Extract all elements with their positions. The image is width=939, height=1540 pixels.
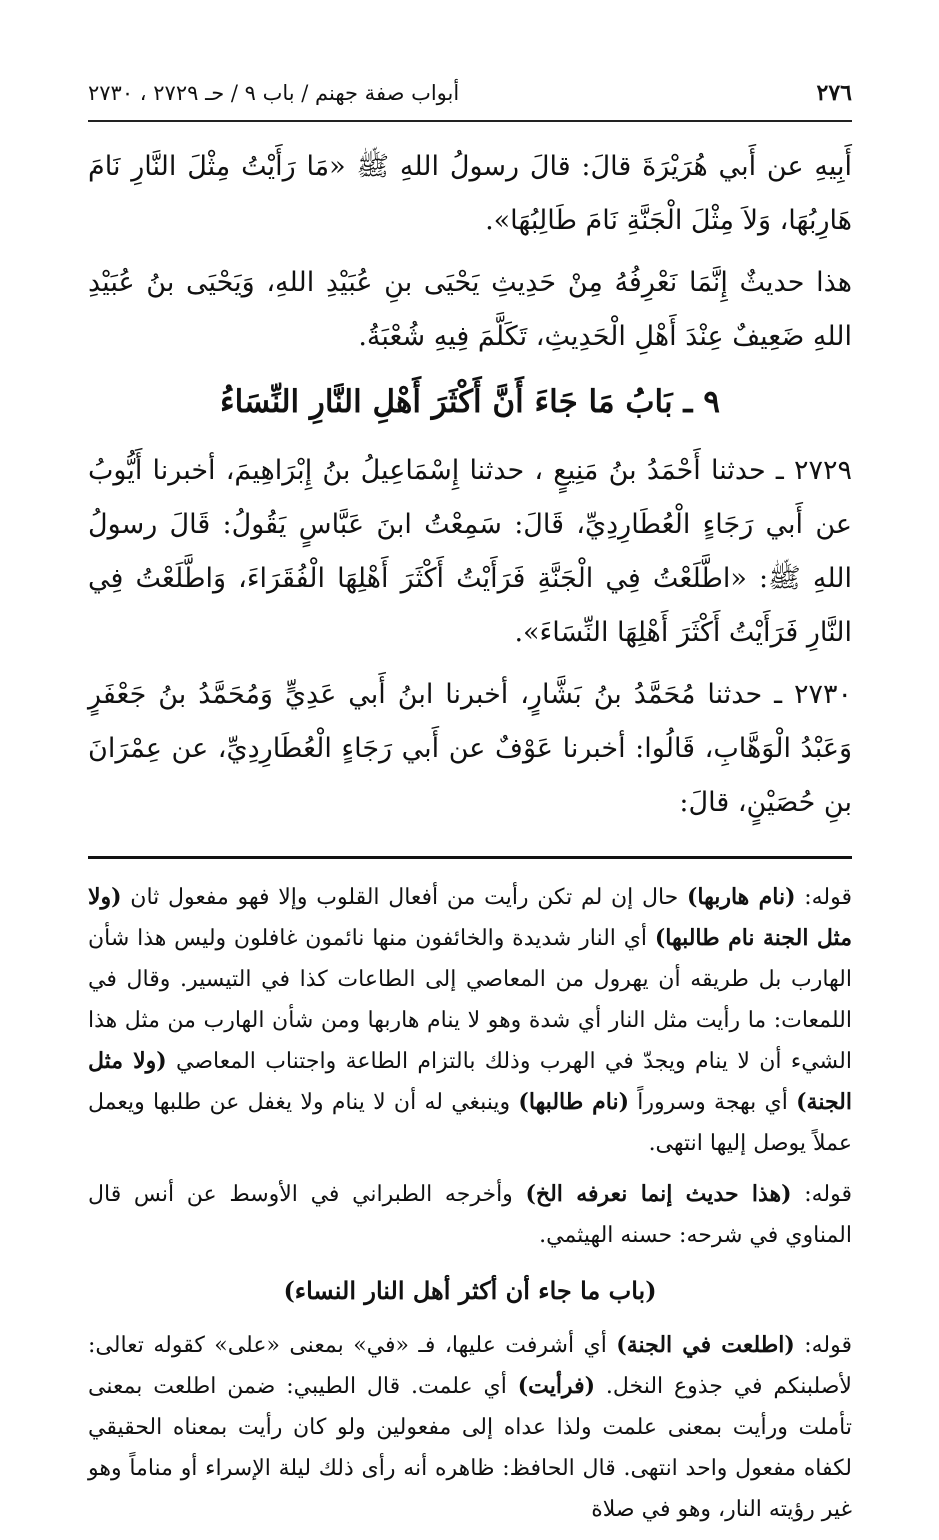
footnote-divider xyxy=(88,856,852,859)
hadith-continuation: أَبِيهِ عن أَبي هُرَيْرَةَ قالَ: قالَ رسولُ اللهِ ﷺ «مَا رَأَيْتُ مِثْلَ النَّارِ نَامَ هَارِبُهَا، وَلاَ مِثْلَ الْجَنَّةِ نَامَ طَالِبُهَا». xyxy=(88,151,852,236)
quoted-phrase: (هذا حديث إنما نعرفه الخ) xyxy=(525,1181,792,1207)
chapter-heading: ٩ ـ بَابُ مَا جَاءَ أَنَّ أَكْثَرَ أَهْلِ النَّارِ النِّسَاءُ xyxy=(220,384,720,420)
hadith-2729: ٢٧٢٩ ـ حدثنا أَحْمَدُ بنُ مَنِيعٍ ، حدثنا إِسْمَاعِيلُ بنُ إِبْرَاهِيمَ، أخبرنا أَيُّوبُ عن أَبي رَجَاءٍ الْعُطَارِدِيِّ، قَالَ: سَمِعْتُ ابنَ عَبَّاسٍ يَقُولُ: قَالَ رسولُ اللهِ ﷺ: «اطَّلَعْتُ فِي الْجَنَّةِ فَرَأَيْتُ أَكْثَرَ أَهْلِهَا الْفُقَرَاءَ، وَاطَّلَعْتُ فِي النَّارِ فَرَأَيْتُ أَكْثَرَ أَهْلِهَا النِّسَاءَ». xyxy=(88,455,852,648)
running-title: أبواب صفة جهنم / باب ٩ / حـ ٢٧٢٩ ، ٢٧٣٠ xyxy=(88,81,460,105)
main-text xyxy=(88,140,852,830)
quoted-phrase: (فرأيت) xyxy=(517,1373,595,1399)
quoted-phrase: (ولا مثل الجنة) xyxy=(88,1048,852,1115)
commentary-paragraph-1 xyxy=(88,877,852,1164)
document-page xyxy=(88,80,852,1540)
commentary-text: وينبغي له أن لا ينام ولا يغفل عن طلبها ويعمل عملاً يوصل إليها انتهى. xyxy=(88,1090,852,1156)
commentary-paragraph-3 xyxy=(88,1325,852,1530)
commentary-text: أي علمت. قال الطيبي: ضمن اطلعت بمعنى تأملت ورأيت بمعنى علمت ولذا عداه إلى مفعولين ولو كان رأيت بمعناه الحقيقي لكفاه مفعول واحد انتهى. قال الحافظ: ظاهره أنه رأى ذلك ليلة الإسراء أو مناماً وهو غير رؤيته النار، وهو في صلاة xyxy=(88,1374,852,1522)
hadith-2730: ٢٧٣٠ ـ حدثنا مُحَمَّدُ بنُ بَشَّارٍ، أخبرنا ابنُ أَبي عَدِيٍّ وَمُحَمَّدُ بنُ جَعْفَرٍ وَعَبْدُ الْوَهَّابِ، قَالُوا: أخبرنا عَوْفٌ عن أَبي رَجَاءٍ الْعُطَارِدِيِّ، عن عِمْرَانَ بنِ حُصَيْنٍ، قالَ: xyxy=(88,679,852,818)
running-header xyxy=(88,80,852,122)
quoted-phrase: (نام هاربها) xyxy=(686,884,796,910)
commentary-text: أي أشرفت عليها، فـ «في» بمعنى «على» كقوله تعالى: لأصلبنكم في جذوع النخل. xyxy=(88,1333,852,1399)
commentary-paragraph-2 xyxy=(88,1174,852,1256)
commentary-chapter-heading: (باب ما جاء أن أكثر أهل النار النساء) xyxy=(283,1276,657,1305)
commentary-text: أي النار شديدة والخائفون منها نائمون غافلون وليس هذا شأن الهارب بل طريقه أن يهرول من المعاصي إلى الطاعات كذا في التيسير. وقال في اللمعات: ما رأيت مثل النار أي شدة وهو لا ينام هاربها ومن شأن الهارب من مثل هذا الشيء أن لا ينام ويجدّ في الهرب وذلك بالتزام الطاعة واجتناب المعاصي xyxy=(88,926,852,1074)
commentary-text: وأخرجه الطبراني في الأوسط عن أنس قال المناوي في شرحه: حسنه الهيثمي. xyxy=(88,1182,852,1248)
quoted-phrase: (اطلعت في الجنة) xyxy=(616,1332,795,1358)
commentary-text: أي بهجة وسروراً xyxy=(629,1090,797,1115)
quoted-phrase: (ولا مثل الجنة نام طالبها) xyxy=(88,884,852,951)
quoted-phrase: (نام طالبها) xyxy=(518,1089,629,1115)
tirmidhi-remark: هذا حديثٌ إِنَّمَا نَعْرِفُهُ مِنْ حَدِيثِ يَحْيَى بنِ عُبَيْدِ اللهِ، وَيَحْيَى بنُ عُبَيْدِ اللهِ ضَعِيفٌ عِنْدَ أَهْلِ الْحَدِيثِ، تَكَلَّمَ فِيهِ شُعْبَةُ. xyxy=(88,267,852,352)
commentary-text: قوله: xyxy=(795,885,852,910)
commentary-text: قوله: xyxy=(791,1182,852,1207)
commentary-text: قوله: xyxy=(794,1333,852,1358)
commentary-text: حال إن لم تكن رأيت من أفعال القلوب وإلا فهو مفعول ثان xyxy=(121,885,687,910)
page-number: ٢٧٦ xyxy=(816,80,852,106)
commentary xyxy=(88,877,852,1530)
